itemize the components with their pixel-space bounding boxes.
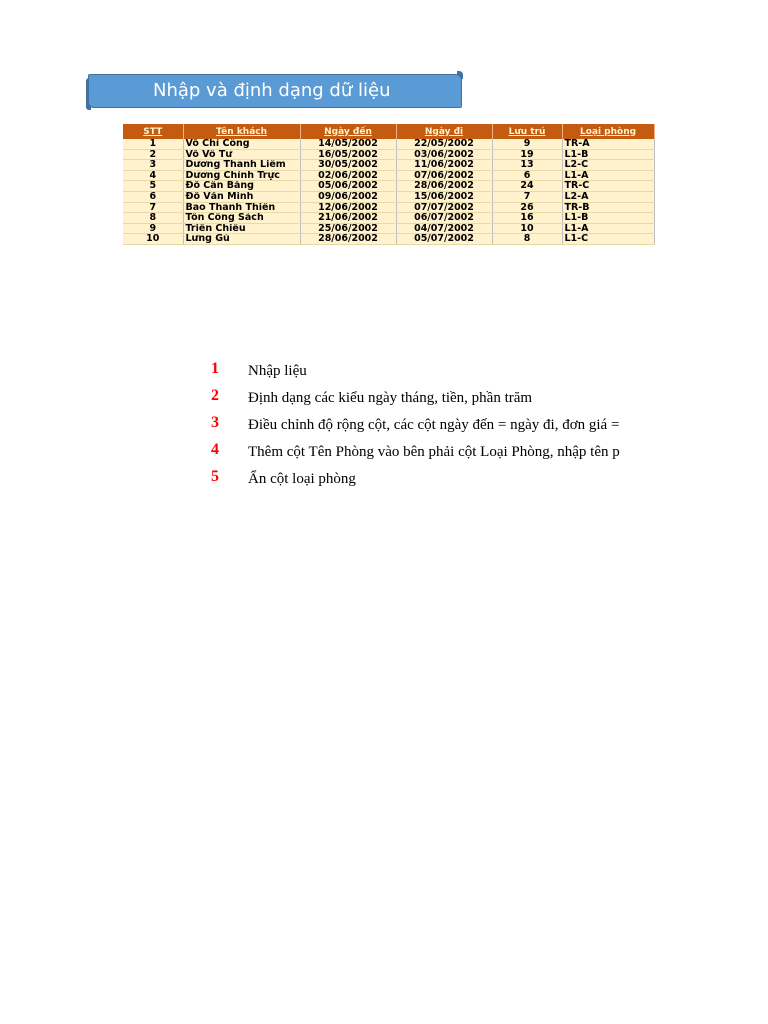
cell-loai-phong: L2-A: [562, 191, 654, 202]
cell-stt: 2: [123, 149, 183, 160]
task-number: 1: [211, 360, 219, 377]
page-title-banner: [88, 74, 462, 108]
table-row: [123, 213, 654, 224]
table-row: [123, 202, 654, 213]
column-header-loai-phong: Loại phòng: [562, 124, 654, 139]
cell-luu-tru: 24: [492, 181, 562, 192]
task-text: Ẩn cột loại phòng: [248, 471, 356, 487]
cell-loai-phong: TR-C: [562, 181, 654, 192]
column-header-ngay-di: Ngày đi: [396, 124, 492, 139]
table-row: [123, 160, 654, 171]
table-row: [123, 181, 654, 192]
column-header-stt: STT: [123, 124, 183, 139]
cell-ngay-den: 14/05/2002: [300, 139, 396, 149]
cell-loai-phong: L1-B: [562, 149, 654, 160]
cell-ngay-den: 09/06/2002: [300, 191, 396, 202]
task-item: [200, 360, 655, 387]
cell-ngay-di: 11/06/2002: [396, 160, 492, 171]
task-text: Định dạng các kiểu ngày tháng, tiền, phần trăm: [248, 390, 533, 406]
task-text: Nhập liệu: [248, 363, 307, 379]
column-header-ngay-den: Ngày đến: [300, 124, 396, 139]
cell-ngay-den: 25/06/2002: [300, 223, 396, 234]
cell-stt: 10: [123, 234, 183, 245]
cell-ngay-di: 07/07/2002: [396, 202, 492, 213]
cell-loai-phong: L1-A: [562, 223, 654, 234]
cell-stt: 4: [123, 170, 183, 181]
cell-ngay-den: 30/05/2002: [300, 160, 396, 171]
task-text: Thêm cột Tên Phòng vào bên phải cột Loại Phòng, nhập tên p: [248, 444, 620, 460]
cell-ngay-di: 22/05/2002: [396, 139, 492, 149]
column-header-ten-khach: Tên khách: [183, 124, 300, 139]
cell-stt: 1: [123, 139, 183, 149]
cell-ngay-di: 04/07/2002: [396, 223, 492, 234]
task-item: [200, 387, 655, 414]
cell-luu-tru: 13: [492, 160, 562, 171]
cell-luu-tru: 16: [492, 213, 562, 224]
table-row: [123, 149, 654, 160]
cell-stt: 5: [123, 181, 183, 192]
table-row: [123, 191, 654, 202]
cell-ngay-di: 05/07/2002: [396, 234, 492, 245]
cell-loai-phong: TR-A: [562, 139, 654, 149]
guest-table: [123, 124, 655, 245]
cell-ngay-den: 12/06/2002: [300, 202, 396, 213]
cell-luu-tru: 7: [492, 191, 562, 202]
task-number: 4: [211, 441, 219, 458]
table-row: [123, 139, 654, 149]
cell-ngay-di: 03/06/2002: [396, 149, 492, 160]
cell-stt: 6: [123, 191, 183, 202]
task-number: 3: [211, 414, 219, 431]
cell-luu-tru: 19: [492, 149, 562, 160]
cell-loai-phong: L1-B: [562, 213, 654, 224]
cell-luu-tru: 6: [492, 170, 562, 181]
task-number: 2: [211, 387, 219, 404]
table-row: [123, 223, 654, 234]
cell-ten-khach: Bao Thanh Thiên: [183, 202, 300, 213]
cell-ngay-di: 28/06/2002: [396, 181, 492, 192]
cell-stt: 7: [123, 202, 183, 213]
table-row: [123, 234, 654, 245]
task-list: [200, 360, 655, 495]
cell-loai-phong: TR-B: [562, 202, 654, 213]
column-header-luu-tru: Lưu trú: [492, 124, 562, 139]
cell-ten-khach: Võ Chí Công: [183, 139, 300, 149]
cell-ngay-den: 02/06/2002: [300, 170, 396, 181]
cell-ngay-den: 21/06/2002: [300, 213, 396, 224]
task-item: [200, 414, 655, 441]
cell-stt: 3: [123, 160, 183, 171]
cell-ten-khach: Đỗ Cân Bằng: [183, 181, 300, 192]
cell-ngay-den: 28/06/2002: [300, 234, 396, 245]
cell-ten-khach: Dương Thanh Liêm: [183, 160, 300, 171]
cell-ngay-di: 15/06/2002: [396, 191, 492, 202]
task-number: 5: [211, 468, 219, 485]
cell-luu-tru: 26: [492, 202, 562, 213]
cell-ngay-di: 06/07/2002: [396, 213, 492, 224]
cell-ngay-den: 05/06/2002: [300, 181, 396, 192]
cell-ten-khach: Tôn Công Sách: [183, 213, 300, 224]
task-item: [200, 441, 655, 468]
task-text: Điều chỉnh độ rộng cột, các cột ngày đến = ngày đi, đơn giá =: [248, 417, 620, 433]
cell-luu-tru: 10: [492, 223, 562, 234]
cell-ten-khach: Triển Chiêu: [183, 223, 300, 234]
cell-luu-tru: 8: [492, 234, 562, 245]
cell-luu-tru: 9: [492, 139, 562, 149]
cell-ngay-den: 16/05/2002: [300, 149, 396, 160]
task-item: [200, 468, 655, 495]
table-row: [123, 170, 654, 181]
cell-ten-khach: Dương Chính Trực: [183, 170, 300, 181]
cell-ngay-di: 07/06/2002: [396, 170, 492, 181]
cell-stt: 9: [123, 223, 183, 234]
cell-loai-phong: L1-C: [562, 234, 654, 245]
table-header-row: [123, 124, 654, 139]
cell-stt: 8: [123, 213, 183, 224]
cell-ten-khach: Đỗ Văn Minh: [183, 191, 300, 202]
cell-ten-khach: Võ Vô Tư: [183, 149, 300, 160]
cell-loai-phong: L2-C: [562, 160, 654, 171]
cell-loai-phong: L1-A: [562, 170, 654, 181]
page-title: Nhập và định dạng dữ liệu: [153, 80, 391, 101]
cell-ten-khach: Lưng Gù: [183, 234, 300, 245]
